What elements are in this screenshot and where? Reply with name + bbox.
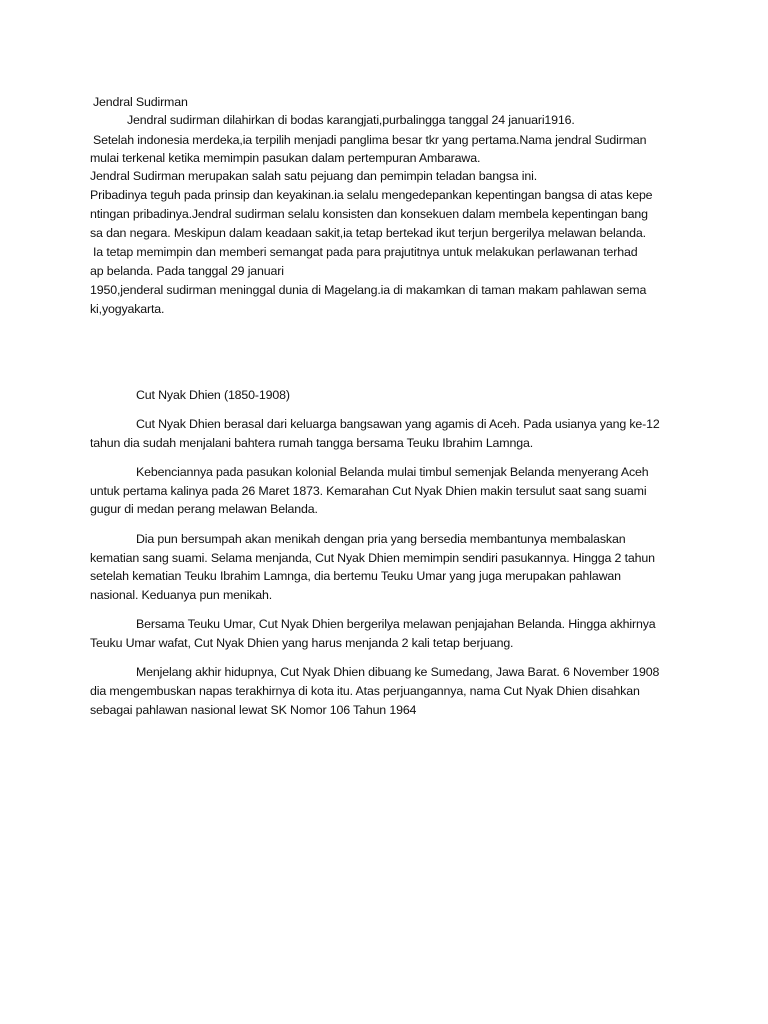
section-title-sudirman: Jendral Sudirman [93,95,188,109]
paragraph-line: Menjelang akhir hidupnya, Cut Nyak Dhien dibuang ke Sumedang, Jawa Barat. 6 November 1908 [136,665,660,679]
paragraph-line: Dia pun bersumpah akan menikah dengan pria yang bersedia membantunya membalaskan [136,532,626,546]
paragraph-line: gugur di medan perang melawan Belanda. [90,502,318,516]
paragraph-line: Jendral sudirman dilahirkan di bodas karangjati,purbalingga tanggal 24 januari1916. [127,113,575,127]
paragraph-line: ntingan pribadinya.Jendral sudirman selalu konsisten dan konsekuen dalam membela kepentingan bang [90,207,648,221]
paragraph-line: setelah kematian Teuku Ibrahim Lamnga, dia bertemu Teuku Umar yang juga merupakan pahlawan [90,569,621,583]
paragraph-line: ap belanda. Pada tanggal 29 januari [90,264,284,278]
paragraph-line: Kebenciannya pada pasukan kolonial Belanda mulai timbul semenjak Belanda menyerang Aceh [136,465,649,479]
paragraph-line: Bersama Teuku Umar, Cut Nyak Dhien bergerilya melawan penjajahan Belanda. Hingga akhirnya [136,617,656,631]
paragraph-line: Teuku Umar wafat, Cut Nyak Dhien yang harus menjanda 2 kali tetap berjuang. [90,636,514,650]
paragraph-line: nasional. Keduanya pun menikah. [90,588,273,602]
paragraph-line: sebagai pahlawan nasional lewat SK Nomor 106 Tahun 1964 [90,703,417,717]
paragraph-line: kematian sang suami. Selama menjanda, Cut Nyak Dhien memimpin sendiri pasukannya. Hingga 2 tahun [90,551,655,565]
paragraph-line: sa dan negara. Meskipun dalam keadaan sakit,ia tetap bertekad ikut terjun bergerilya melawan belanda. [90,226,646,240]
paragraph-line: untuk pertama kalinya pada 26 Maret 1873. Kemarahan Cut Nyak Dhien makin tersulut saat sang suami [90,484,647,498]
paragraph-line: ki,yogyakarta. [90,302,165,316]
paragraph-line: dia mengembuskan napas terakhirnya di kota itu. Atas perjuangannya, nama Cut Nyak Dhien disahkan [90,684,640,698]
section-title-cut-nyak-dhien: Cut Nyak Dhien (1850-1908) [136,388,290,402]
paragraph-line: Setelah indonesia merdeka,ia terpilih menjadi panglima besar tkr yang pertama.Nama jendral Sudirman [93,133,647,147]
paragraph-line: Pribadinya teguh pada prinsip dan keyakinan.ia selalu mengedepankan kepentingan bangsa di atas kepe [90,188,653,202]
paragraph-line: Ia tetap memimpin dan memberi semangat pada para prajutitnya untuk melakukan perlawanan terhad [93,245,638,259]
paragraph-line: Jendral Sudirman merupakan salah satu pejuang dan pemimpin teladan bangsa ini. [90,169,538,183]
paragraph-line: mulai terkenal ketika memimpin pasukan dalam pertempuran Ambarawa. [90,151,481,165]
paragraph-line: 1950,jenderal sudirman meninggal dunia di Magelang.ia di makamkan di taman makam pahlawan sema [90,283,647,297]
paragraph-line: Cut Nyak Dhien berasal dari keluarga bangsawan yang agamis di Aceh. Pada usianya yang ke-12 [136,417,660,431]
paragraph-line: tahun dia sudah menjalani bahtera rumah tangga bersama Teuku Ibrahim Lamnga. [90,436,533,450]
